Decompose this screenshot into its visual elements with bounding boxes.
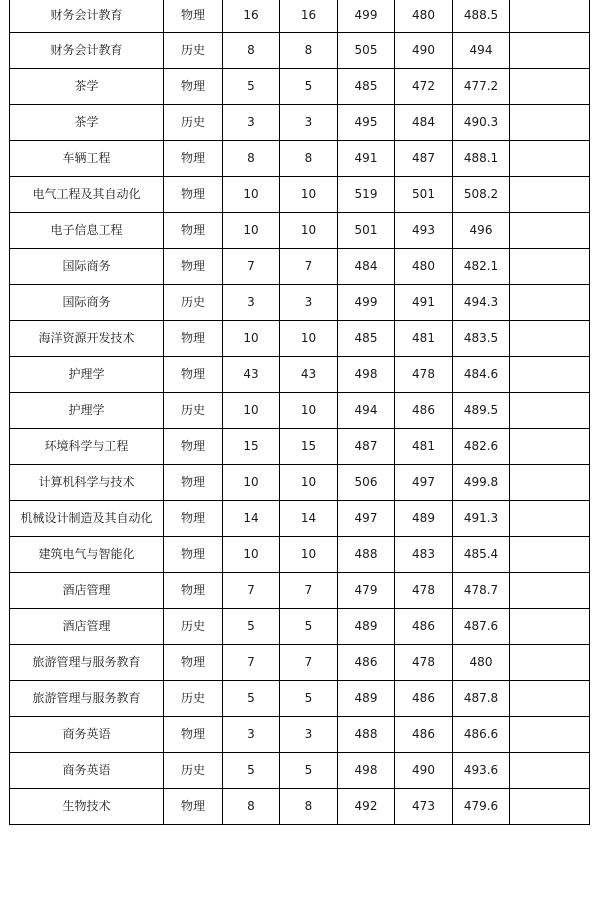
cell-admitted: 8	[280, 32, 338, 68]
cell-min: 497	[395, 464, 453, 500]
cell-avg: 480	[453, 644, 510, 680]
cell-avg: 508.2	[453, 176, 510, 212]
cell-empty	[510, 500, 590, 536]
cell-subject: 物理	[164, 500, 223, 536]
cell-min: 481	[395, 320, 453, 356]
cell-min: 486	[395, 716, 453, 752]
cell-max: 479	[338, 572, 395, 608]
cell-subject: 历史	[164, 680, 223, 716]
table-row	[10, 140, 590, 176]
cell-max: 488	[338, 716, 395, 752]
cell-plan: 10	[223, 392, 280, 428]
table-row	[10, 248, 590, 284]
cell-max: 498	[338, 356, 395, 392]
table-row	[10, 680, 590, 716]
table-row	[10, 464, 590, 500]
cell-max: 495	[338, 104, 395, 140]
cell-subject: 物理	[164, 536, 223, 572]
cell-subject: 物理	[164, 572, 223, 608]
table-body	[10, 0, 590, 824]
admission-score-table	[9, 0, 590, 825]
cell-subject: 物理	[164, 140, 223, 176]
cell-avg: 484.6	[453, 356, 510, 392]
cell-max: 497	[338, 500, 395, 536]
cell-major: 酒店管理	[10, 608, 164, 644]
table-row	[10, 536, 590, 572]
cell-major: 茶学	[10, 68, 164, 104]
cell-avg: 477.2	[453, 68, 510, 104]
cell-min: 491	[395, 284, 453, 320]
cell-avg: 487.8	[453, 680, 510, 716]
cell-max: 492	[338, 788, 395, 824]
cell-subject: 物理	[164, 212, 223, 248]
cell-avg: 490.3	[453, 104, 510, 140]
cell-subject: 历史	[164, 32, 223, 68]
cell-plan: 10	[223, 176, 280, 212]
cell-subject: 物理	[164, 428, 223, 464]
cell-empty	[510, 248, 590, 284]
cell-avg: 482.6	[453, 428, 510, 464]
table-row	[10, 212, 590, 248]
cell-empty	[510, 716, 590, 752]
table-row	[10, 176, 590, 212]
cell-major: 计算机科学与技术	[10, 464, 164, 500]
table-row	[10, 608, 590, 644]
cell-plan: 5	[223, 680, 280, 716]
cell-subject: 历史	[164, 104, 223, 140]
cell-major: 财务会计教育	[10, 32, 164, 68]
cell-avg: 483.5	[453, 320, 510, 356]
cell-major: 酒店管理	[10, 572, 164, 608]
cell-subject: 历史	[164, 752, 223, 788]
cell-max: 499	[338, 284, 395, 320]
cell-admitted: 43	[280, 356, 338, 392]
table-row	[10, 320, 590, 356]
table-row	[10, 716, 590, 752]
cell-subject: 物理	[164, 320, 223, 356]
cell-empty	[510, 0, 590, 32]
cell-avg: 489.5	[453, 392, 510, 428]
cell-admitted: 5	[280, 752, 338, 788]
cell-plan: 10	[223, 536, 280, 572]
cell-plan: 8	[223, 140, 280, 176]
cell-admitted: 10	[280, 212, 338, 248]
cell-plan: 5	[223, 752, 280, 788]
cell-admitted: 16	[280, 0, 338, 32]
cell-plan: 15	[223, 428, 280, 464]
admission-score-table-container	[9, 0, 589, 825]
cell-plan: 8	[223, 32, 280, 68]
cell-admitted: 8	[280, 788, 338, 824]
table-row	[10, 572, 590, 608]
cell-admitted: 5	[280, 608, 338, 644]
cell-subject: 历史	[164, 608, 223, 644]
cell-empty	[510, 320, 590, 356]
table-row	[10, 104, 590, 140]
table-row	[10, 32, 590, 68]
cell-major: 车辆工程	[10, 140, 164, 176]
table-row	[10, 788, 590, 824]
cell-admitted: 7	[280, 644, 338, 680]
cell-plan: 10	[223, 212, 280, 248]
cell-max: 487	[338, 428, 395, 464]
cell-max: 506	[338, 464, 395, 500]
cell-min: 490	[395, 752, 453, 788]
cell-avg: 488.5	[453, 0, 510, 32]
cell-empty	[510, 68, 590, 104]
cell-admitted: 15	[280, 428, 338, 464]
cell-max: 489	[338, 680, 395, 716]
cell-avg: 499.8	[453, 464, 510, 500]
cell-min: 486	[395, 392, 453, 428]
cell-major: 机械设计制造及其自动化	[10, 500, 164, 536]
cell-min: 486	[395, 608, 453, 644]
cell-major: 国际商务	[10, 284, 164, 320]
cell-admitted: 3	[280, 716, 338, 752]
cell-empty	[510, 536, 590, 572]
cell-plan: 5	[223, 608, 280, 644]
cell-major: 护理学	[10, 392, 164, 428]
cell-plan: 14	[223, 500, 280, 536]
cell-subject: 物理	[164, 716, 223, 752]
cell-plan: 8	[223, 788, 280, 824]
table-row	[10, 428, 590, 464]
cell-major: 护理学	[10, 356, 164, 392]
cell-plan: 7	[223, 644, 280, 680]
cell-admitted: 5	[280, 680, 338, 716]
cell-empty	[510, 356, 590, 392]
cell-major: 财务会计教育	[10, 0, 164, 32]
cell-avg: 482.1	[453, 248, 510, 284]
cell-subject: 历史	[164, 284, 223, 320]
cell-subject: 物理	[164, 248, 223, 284]
cell-empty	[510, 680, 590, 716]
cell-avg: 486.6	[453, 716, 510, 752]
cell-admitted: 7	[280, 572, 338, 608]
cell-admitted: 5	[280, 68, 338, 104]
cell-plan: 43	[223, 356, 280, 392]
cell-admitted: 3	[280, 104, 338, 140]
table-row	[10, 0, 590, 32]
cell-min: 484	[395, 104, 453, 140]
cell-min: 481	[395, 428, 453, 464]
cell-plan: 10	[223, 320, 280, 356]
cell-max: 519	[338, 176, 395, 212]
cell-min: 480	[395, 0, 453, 32]
cell-admitted: 10	[280, 536, 338, 572]
cell-min: 486	[395, 680, 453, 716]
cell-subject: 物理	[164, 68, 223, 104]
cell-avg: 494	[453, 32, 510, 68]
cell-empty	[510, 284, 590, 320]
cell-admitted: 14	[280, 500, 338, 536]
cell-max: 494	[338, 392, 395, 428]
cell-major: 海洋资源开发技术	[10, 320, 164, 356]
table-row	[10, 68, 590, 104]
cell-min: 478	[395, 572, 453, 608]
cell-avg: 493.6	[453, 752, 510, 788]
cell-avg: 491.3	[453, 500, 510, 536]
cell-admitted: 10	[280, 176, 338, 212]
cell-major: 环境科学与工程	[10, 428, 164, 464]
table-row	[10, 392, 590, 428]
cell-empty	[510, 644, 590, 680]
cell-major: 茶学	[10, 104, 164, 140]
cell-empty	[510, 176, 590, 212]
cell-plan: 3	[223, 284, 280, 320]
cell-max: 499	[338, 0, 395, 32]
cell-avg: 494.3	[453, 284, 510, 320]
cell-empty	[510, 464, 590, 500]
cell-plan: 3	[223, 716, 280, 752]
cell-empty	[510, 392, 590, 428]
cell-major: 建筑电气与智能化	[10, 536, 164, 572]
cell-min: 490	[395, 32, 453, 68]
cell-plan: 5	[223, 68, 280, 104]
cell-max: 501	[338, 212, 395, 248]
cell-major: 旅游管理与服务教育	[10, 644, 164, 680]
cell-max: 491	[338, 140, 395, 176]
cell-admitted: 7	[280, 248, 338, 284]
cell-plan: 16	[223, 0, 280, 32]
cell-avg: 488.1	[453, 140, 510, 176]
cell-admitted: 10	[280, 320, 338, 356]
cell-max: 484	[338, 248, 395, 284]
cell-subject: 物理	[164, 356, 223, 392]
cell-avg: 487.6	[453, 608, 510, 644]
cell-admitted: 8	[280, 140, 338, 176]
cell-subject: 历史	[164, 392, 223, 428]
table-row	[10, 752, 590, 788]
cell-min: 478	[395, 644, 453, 680]
cell-plan: 10	[223, 464, 280, 500]
cell-empty	[510, 32, 590, 68]
cell-empty	[510, 572, 590, 608]
cell-major: 电气工程及其自动化	[10, 176, 164, 212]
cell-admitted: 10	[280, 392, 338, 428]
cell-empty	[510, 104, 590, 140]
cell-subject: 物理	[164, 176, 223, 212]
cell-min: 489	[395, 500, 453, 536]
cell-major: 商务英语	[10, 752, 164, 788]
cell-min: 483	[395, 536, 453, 572]
cell-empty	[510, 788, 590, 824]
cell-max: 485	[338, 320, 395, 356]
cell-subject: 物理	[164, 0, 223, 32]
cell-empty	[510, 428, 590, 464]
cell-admitted: 10	[280, 464, 338, 500]
cell-max: 505	[338, 32, 395, 68]
cell-major: 国际商务	[10, 248, 164, 284]
cell-subject: 物理	[164, 788, 223, 824]
cell-empty	[510, 140, 590, 176]
cell-subject: 物理	[164, 464, 223, 500]
cell-min: 501	[395, 176, 453, 212]
cell-major: 商务英语	[10, 716, 164, 752]
cell-subject: 物理	[164, 644, 223, 680]
cell-max: 489	[338, 608, 395, 644]
cell-max: 498	[338, 752, 395, 788]
cell-min: 473	[395, 788, 453, 824]
table-row	[10, 644, 590, 680]
cell-empty	[510, 752, 590, 788]
cell-major: 生物技术	[10, 788, 164, 824]
cell-admitted: 3	[280, 284, 338, 320]
table-row	[10, 356, 590, 392]
cell-major: 电子信息工程	[10, 212, 164, 248]
cell-avg: 478.7	[453, 572, 510, 608]
cell-empty	[510, 212, 590, 248]
cell-max: 486	[338, 644, 395, 680]
cell-max: 488	[338, 536, 395, 572]
cell-plan: 7	[223, 572, 280, 608]
cell-max: 485	[338, 68, 395, 104]
table-row	[10, 284, 590, 320]
cell-min: 478	[395, 356, 453, 392]
cell-avg: 479.6	[453, 788, 510, 824]
cell-plan: 3	[223, 104, 280, 140]
cell-min: 487	[395, 140, 453, 176]
cell-avg: 485.4	[453, 536, 510, 572]
table-row	[10, 500, 590, 536]
cell-min: 472	[395, 68, 453, 104]
cell-min: 480	[395, 248, 453, 284]
cell-avg: 496	[453, 212, 510, 248]
cell-empty	[510, 608, 590, 644]
cell-min: 493	[395, 212, 453, 248]
cell-plan: 7	[223, 248, 280, 284]
cell-major: 旅游管理与服务教育	[10, 680, 164, 716]
